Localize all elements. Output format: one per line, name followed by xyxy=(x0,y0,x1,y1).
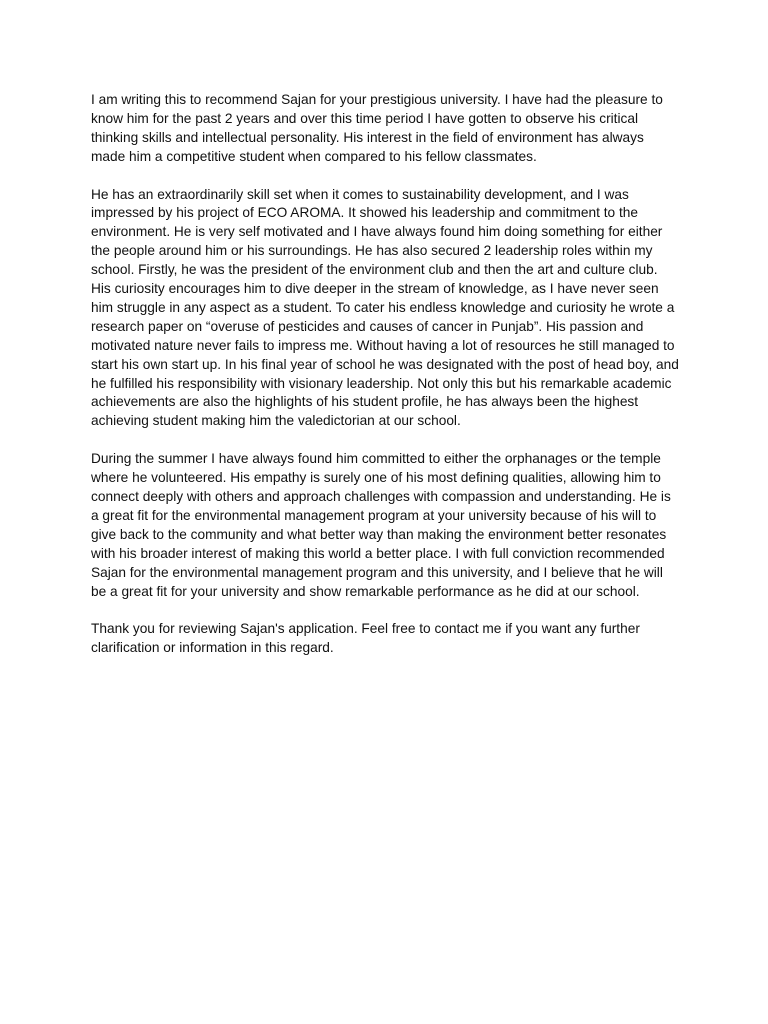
paragraph-character: During the summer I have always found him committed to either the orphanages or the temple where he volunteered. His empathy is surely one of his most defining qualities, allowing him to connect deeply with others and approach challenges with compassion and understanding. He is a great fit for the environmental management program at your university because of his will to give back to the community and what better way than making the environment better resonates with his broader interest of making this world a better place. I with full conviction recommended Sajan for the environmental management program and this university, and I believe that he will be a great fit for your university and show remarkable performance as he did at our school. xyxy=(91,451,671,599)
paragraph-introduction: I am writing this to recommend Sajan for your prestigious university. I have had the pleasure to know him for the past 2 years and over this time period I have gotten to observe his critical thinking skills and intellectual personality. His interest in the field of environment has always made him a competitive student when compared to his fellow classmates. xyxy=(91,92,663,164)
paragraph-closing: Thank you for reviewing Sajan's application. Feel free to contact me if you want any further clarification or information in this regard. xyxy=(91,621,640,656)
paragraph-achievements: He has an extraordinarily skill set when it comes to sustainability development, and I was impressed by his project of ECO AROMA. It showed his leadership and commitment to the environment. He is very self motivated and I have always found him doing something for either the people around him or his surroundings. He has also secured 2 leadership roles within my school. Firstly, he was the president of the environment club and then the art and culture club. His curiosity encourages him to dive deeper in the stream of knowledge, as I have never seen him struggle in any aspect as a student. To cater his endless knowledge and curiosity he wrote a research paper on “overuse of pesticides and causes of cancer in Punjab”. His passion and motivated nature never fails to impress me. Without having a lot of resources he still managed to start his own start up. In his final year of school he was designated with the post of head boy, and he fulfilled his responsibility with visionary leadership. Not only this but his remarkable academic achievements are also the highlights of his student profile, he has always been the highest achieving student making him the valedictorian at our school. xyxy=(91,186,679,429)
letter-body xyxy=(91,91,681,677)
